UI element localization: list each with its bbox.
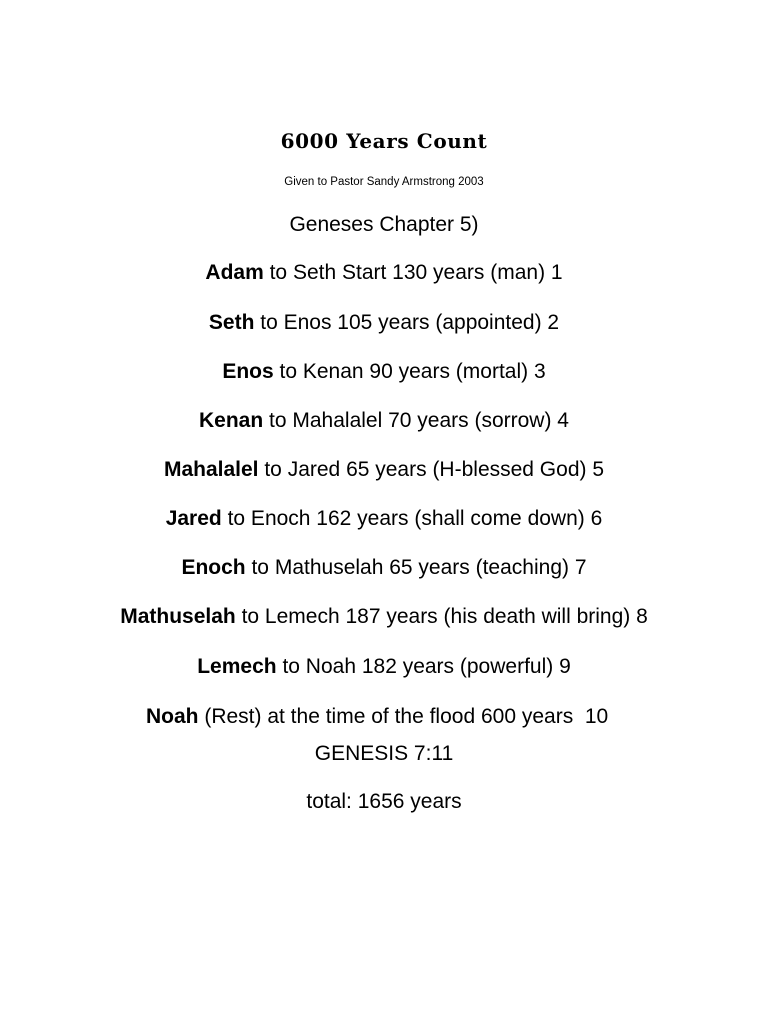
entry-name: Jared: [165, 507, 222, 530]
entry-enos: [0, 359, 768, 385]
entry-text: to Kenan 90 years (mortal) 3: [273, 360, 546, 383]
entry-noah: [146, 704, 608, 730]
entry-name: Lemech: [197, 655, 277, 678]
entry-name: Enos: [222, 360, 274, 383]
document-title: 6000 Years Count: [280, 129, 488, 153]
document-subtitle: Given to Pastor Sandy Armstrong 2003: [284, 176, 484, 188]
entry-name: Noah: [146, 705, 199, 728]
entry-text: to Mahalalel 70 years (sorrow) 4: [263, 409, 569, 432]
chapter-heading: Geneses Chapter 5): [289, 213, 479, 236]
entry-lemech: [0, 654, 768, 680]
entry-name: Enoch: [181, 556, 246, 579]
entry-enoch: [0, 555, 768, 581]
entry-text: (Rest) at the time of the flood 600 years 10: [198, 705, 609, 728]
entry-name: Mathuselah: [120, 605, 236, 628]
entry-name: Seth: [208, 311, 255, 334]
entry-text: to Enos 105 years (appointed) 2: [254, 311, 560, 334]
entry-text: to Lemech 187 years (his death will bring) 8: [235, 605, 648, 628]
entry-mahalalel: [0, 457, 768, 483]
entry-text: to Enoch 162 years (shall come down) 6: [221, 507, 603, 530]
entry-adam: [0, 260, 768, 286]
entry-mathuselah: [0, 604, 768, 630]
entry-seth: [0, 310, 768, 336]
entry-name: Kenan: [199, 409, 264, 432]
entry-text: to Jared 65 years (H-blessed God) 5: [258, 458, 605, 481]
entry-text: to Noah 182 years (powerful) 9: [276, 655, 571, 678]
total-years: total: 1656 years: [306, 790, 462, 813]
entry-name: Adam: [205, 261, 264, 284]
entry-jared: [0, 506, 768, 532]
scripture-reference: GENESIS 7:11: [314, 742, 454, 765]
entry-kenan: [0, 408, 768, 434]
entry-text: to Seth Start 130 years (man) 1: [263, 261, 563, 284]
entry-name: Mahalalel: [163, 458, 259, 481]
entry-text: to Mathuselah 65 years (teaching) 7: [245, 556, 587, 579]
